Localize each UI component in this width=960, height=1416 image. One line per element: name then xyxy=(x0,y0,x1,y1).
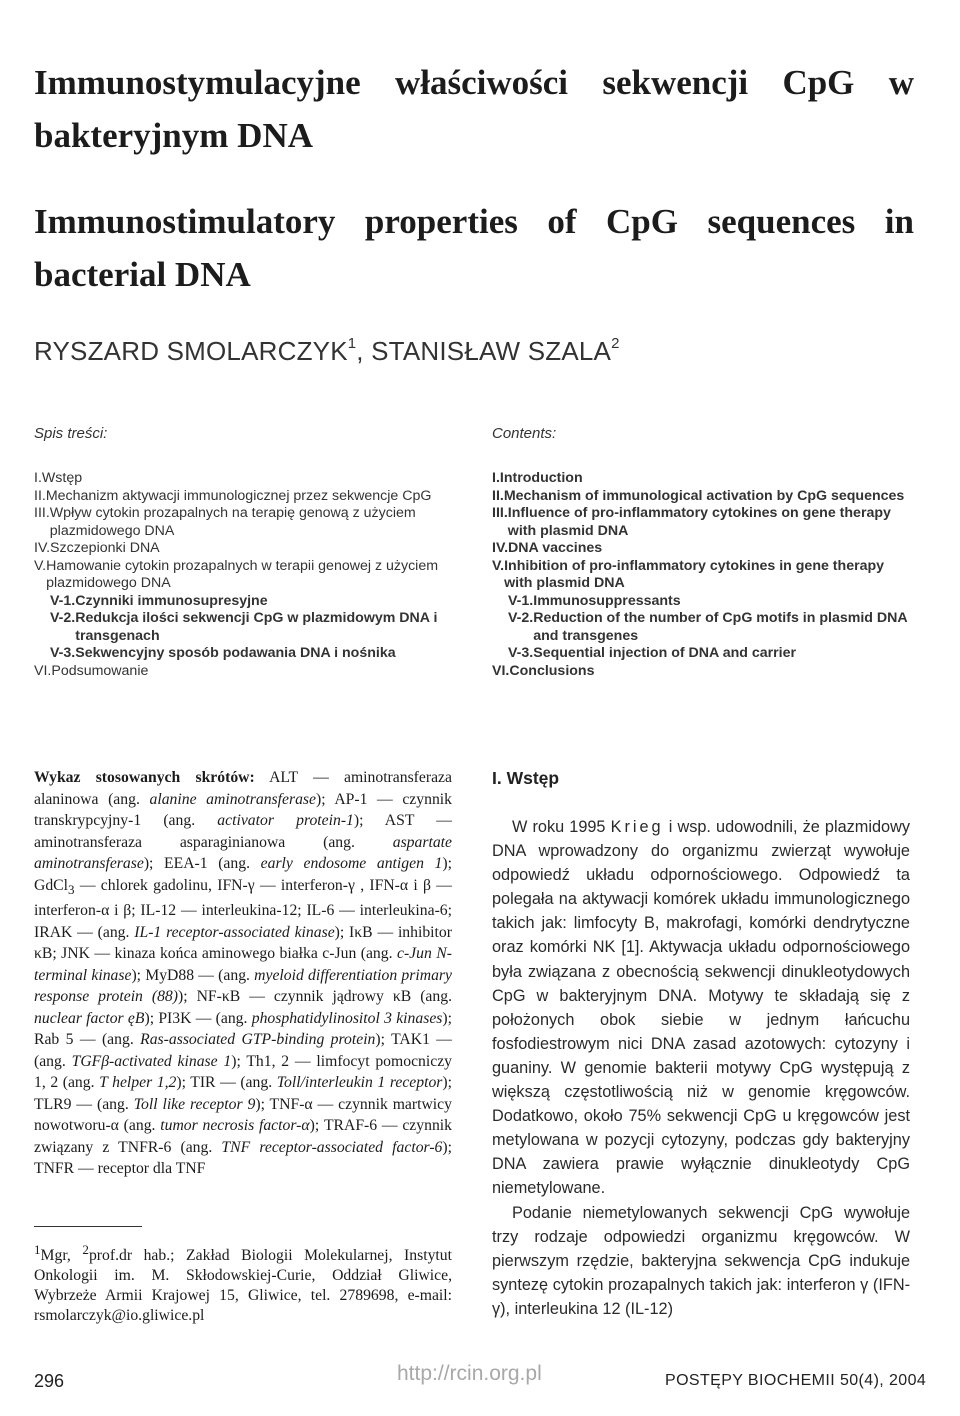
toc-item-number: V-3. xyxy=(50,645,76,661)
page-number: 296 xyxy=(34,1371,65,1391)
toc-item xyxy=(492,663,910,681)
abbr-term: nuclear factor ęB xyxy=(34,1009,145,1027)
paragraph: Podanie niemetylowanych sekwencji CpG wywołuje trzy rodzaje odpowiedzi organizmu kręgowców. W pierwszym rzędzie, bakteryjna sekwencja CpG indukuje syntezę cytokin prozapalnych takich jak: interferon γ (IFN-γ), interleukina 12 (IL-12) xyxy=(492,1203,910,1318)
footnote-text: prof.dr hab.; Zakład Biologii Molekularnej, Instytut Onkologii im. M. Skłodowskiej-Curie, Oddział Gliwice, Wybrzeże Armii Krajowej 15, Gliwice, tel. 2789698, e-mail: rsmolarczyk@io.gliwice.pl xyxy=(34,1247,452,1325)
abbr-text: ); EEA-1 (ang. xyxy=(143,855,261,872)
toc-item xyxy=(492,558,910,593)
title-english: Immunostimulatory properties of CpG sequences in bacterial DNA xyxy=(34,202,914,294)
abbr-term: c-Jun N-terminal kinase xyxy=(34,945,452,984)
toc-item-number: IV. xyxy=(492,540,509,556)
abbr-term: phosphatidylinositol 3 kinases xyxy=(251,1009,443,1027)
toc-item-label: Influence of pro-inflammatory cytokines on gene therapy with plasmid DNA xyxy=(507,505,891,539)
abbr-term: T helper 1,2 xyxy=(99,1074,177,1092)
author-separator: , xyxy=(356,336,372,366)
abbr-text: ); NF-κB — czynnik jądrowy κB (ang. xyxy=(178,988,452,1006)
toc-item xyxy=(492,505,910,540)
title-polish: Immunostymulacyjne właściwości sekwencji CpG w bakteryjnym DNA xyxy=(34,63,914,155)
toc-item xyxy=(34,470,452,488)
footnote-divider xyxy=(34,1226,142,1227)
abbr-subscript: 3 xyxy=(68,881,75,897)
toc-polish xyxy=(34,470,452,680)
footnote-text: Mgr, xyxy=(40,1247,83,1265)
toc-item-number: IV. xyxy=(34,540,51,556)
toc-item xyxy=(34,558,452,593)
toc-item-number: V. xyxy=(492,557,505,574)
toc-item xyxy=(492,488,910,506)
toc-item-label: Redukcja ilości sekwencji CpG w plazmidowym DNA i transgenach xyxy=(75,610,438,644)
toc-item xyxy=(492,470,910,488)
abbr-text: — chlorek gadolinu, IFN-γ — interferon-γ , IFN-α i β — interferon-α i β; IL-12 — interleukina-12; IL-6 — interleukina-6; IRAK — (ang. xyxy=(34,876,452,941)
toc-item-label: Wstęp xyxy=(41,470,83,486)
abbr-term: IL-1 receptor-associated kinase xyxy=(134,923,335,941)
abbr-text: ); AP-1 — czynnik transkrypcyjny-1 (ang. xyxy=(34,790,453,829)
abbr-text: ALT — aminotransferaza alaninowa (ang. xyxy=(34,769,452,808)
abbr-text: ); Th1, 2 — limfocyt pomocniczy 1, 2 (ang. xyxy=(34,1052,453,1092)
abbr-term: tumor necrosis factor-α xyxy=(160,1117,310,1135)
footnote-marker: 2 xyxy=(82,1242,89,1257)
toc-item-label: Podsumowanie xyxy=(51,662,149,679)
abbr-term: early endosome antigen 1 xyxy=(260,855,443,872)
abbr-text: ); TIR — (ang. xyxy=(176,1074,277,1092)
toc-item-label: Reduction of the number of CpG motifs in plasmid DNA and transgenes xyxy=(533,610,908,644)
toc-item xyxy=(492,610,910,645)
toc-item-label: Introduction xyxy=(499,470,583,486)
toc-item xyxy=(34,540,452,558)
toc-item-number: III. xyxy=(492,505,508,521)
abbr-text: ); TAK1 — (ang. xyxy=(34,1031,452,1070)
body-text xyxy=(492,815,910,1321)
abbreviations-list xyxy=(34,767,452,1180)
authors xyxy=(34,336,620,367)
footnote-affiliation xyxy=(34,1240,452,1326)
author-1: RYSZARD SMOLARCZYK xyxy=(34,336,348,366)
abbr-text: ); PI3K — (ang. xyxy=(144,1009,252,1027)
abbr-term: myeloid differentiation primary response protein (88) xyxy=(34,966,452,1006)
abbr-text: ); GdCl xyxy=(34,855,452,894)
abbr-text: ); TRAF-6 — czynnik związany z TNFR-6 (ang. xyxy=(34,1117,452,1156)
toc-item xyxy=(34,663,452,681)
abbr-term: activator protein-1 xyxy=(217,812,354,829)
abbr-term: TGFβ-activated kinase 1 xyxy=(71,1052,232,1070)
abbr-text: ); TLR9 — (ang. xyxy=(34,1074,452,1113)
journal-footer: POSTĘPY BIOCHEMII 50(4), 2004 xyxy=(665,1372,927,1389)
abbr-text: ); MyD88 — (ang. xyxy=(131,966,255,984)
toc-item xyxy=(492,645,910,663)
abbr-text: ); Rab 5 — (ang. xyxy=(34,1009,452,1049)
author-2-affiliation: 2 xyxy=(611,335,620,353)
toc-item-label: Czynniki immunosupresyjne xyxy=(75,592,268,609)
author-1-affiliation: 1 xyxy=(347,335,357,353)
toc-item xyxy=(34,645,452,663)
abbr-text: ); TNFR — receptor dla TNF xyxy=(34,1138,452,1178)
abbr-term: Toll like receptor 9 xyxy=(133,1095,256,1113)
toc-item xyxy=(492,540,910,558)
cited-author: Krieg xyxy=(610,818,664,836)
abbr-term: Toll/interleukin 1 receptor xyxy=(276,1074,443,1092)
toc-item xyxy=(34,505,452,540)
footnote-marker: 1 xyxy=(34,1242,41,1257)
watermark-url: http://rcin.org.pl xyxy=(397,1362,542,1385)
toc-item-number: VI. xyxy=(34,662,52,679)
toc-item-label: Sekwencyjny sposób podawania DNA i nośnika xyxy=(75,645,396,661)
toc-item-number: V-3. xyxy=(508,645,534,661)
toc-item-number: V-1. xyxy=(508,592,534,609)
section-heading: I. Wstęp xyxy=(492,768,560,788)
toc-item xyxy=(34,488,452,506)
abbr-text: ); AST — aminotransferaza asparaginianowa (ang. xyxy=(34,812,452,851)
toc-item-number: VI. xyxy=(492,662,510,679)
toc-item xyxy=(34,610,452,645)
abbr-text: ); IκB — inhibitor κB; JNK — kinaza końca aminowego białka c-Jun (ang. xyxy=(34,923,452,963)
toc-english xyxy=(492,470,910,680)
abbr-term: aspartate aminotransferase xyxy=(34,833,452,872)
toc-item-label: Sequential injection of DNA and carrier xyxy=(533,645,797,661)
toc-item-label: Hamowanie cytokin prozapalnych w terapii genowej z użyciem plazmidowego DNA xyxy=(46,557,439,591)
paragraph-text: i wsp. udowodnili, że plazmidowy DNA wprowadzony do organizmu zwierząt wywołuje odpowiedź układu odpornościowego. Odpowiedź ta polegała na aktywacji komórek układu immunologicznego takich jak: limfocyty B, makrofagi, komórki dendrytyczne oraz komórki NK [1]. Aktywacja układu odpornościowego była związana z obecnością sekwencji dinukleotydowych CpG w bakteryjnym DNA. Motywy te składają się z położonych obok siebie w jednym łańcuchu fosfodiestrowym nici DNA zasad azotowych: cytozyny i guaniny. W genomie bakterii motywy CpG występują z większą częstotliwością niż w genomie kręgowców. Dodatkowo, około 75% sekwencji CpG u kręgowców jest metylowana w pozycji cytozyny, podczas gdy bakteryjny DNA zawiera prawie wyłącznie dinukleotydy CpG niemetylowane. xyxy=(492,818,910,1198)
toc-item xyxy=(34,593,452,611)
toc-item xyxy=(492,593,910,611)
paragraph xyxy=(492,815,910,1201)
toc-item-number: II. xyxy=(492,487,504,504)
toc-item-number: I. xyxy=(34,470,42,486)
toc-item-number: V-1. xyxy=(50,592,76,609)
author-2: STANISŁAW SZALA xyxy=(371,336,612,366)
toc-item-number: III. xyxy=(34,505,50,521)
toc-item-number: I. xyxy=(492,470,500,486)
abbr-text: ); TNF-α — czynnik martwicy nowotworu-α (ang. xyxy=(34,1095,452,1135)
toc-english-heading: Contents: xyxy=(492,425,557,442)
toc-item-label: Szczepionki DNA xyxy=(50,540,160,556)
toc-item-label: Conclusions xyxy=(509,662,595,679)
toc-item-label: Mechanizm aktywacji immunologicznej przez sekwencje CpG xyxy=(45,487,432,504)
toc-item-label: DNA vaccines xyxy=(508,540,603,556)
toc-item-label: Immunosuppressants xyxy=(533,592,681,609)
toc-polish-heading: Spis treści: xyxy=(34,425,108,442)
toc-item-number: V-2. xyxy=(508,610,534,626)
abbr-term: TNF receptor-associated factor-6 xyxy=(221,1138,443,1156)
toc-item-number: V-2. xyxy=(50,610,76,626)
toc-item-label: Mechanism of immunological activation by CpG sequences xyxy=(503,487,905,504)
toc-item-label: Inhibition of pro-inflammatory cytokines in gene therapy with plasmid DNA xyxy=(504,557,885,591)
abbreviations-heading: Wykaz stosowanych skrótów: xyxy=(34,769,255,786)
toc-item-label: Wpływ cytokin prozapalnych na terapię genową z użyciem plazmidowego DNA xyxy=(49,505,416,539)
abbr-term: Ras-associated GTP-binding protein xyxy=(140,1031,376,1049)
toc-item-number: II. xyxy=(34,487,46,504)
abbr-term: alanine aminotransferase xyxy=(149,790,316,808)
paragraph-text: W roku 1995 xyxy=(512,818,611,836)
toc-item-number: V. xyxy=(34,557,47,574)
